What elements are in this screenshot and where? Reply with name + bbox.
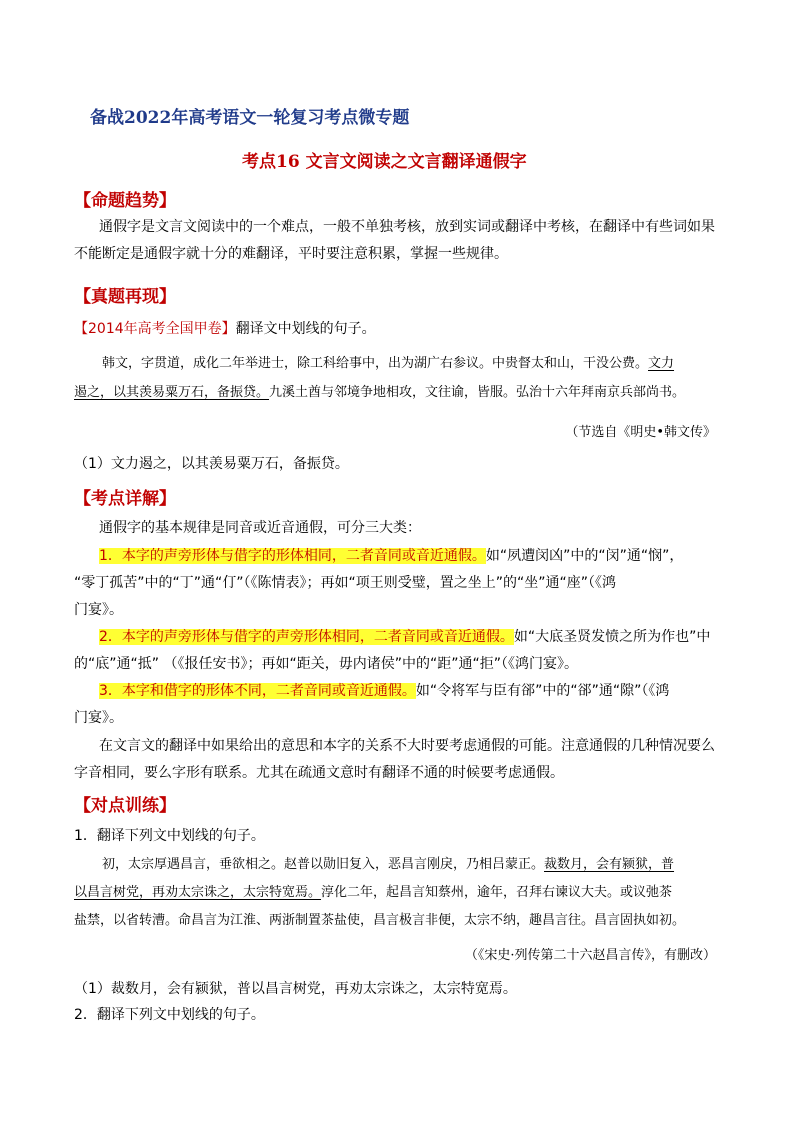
- exam-passage-text: 九溪土酋与邻境争地相攻，文往谕，皆服。弘治十六年拜南京兵部尚书。: [269, 385, 686, 400]
- explain-intro: 通假字的基本规律是同音或近音通假，可分三大类：: [99, 520, 421, 536]
- practice-passage-line2: [74, 879, 672, 906]
- practice-passage-text: 初，太宗厚遇昌言，垂欲相之。赵普以勋旧复入，恶昌言刚戾，乃相吕蒙正。: [102, 857, 545, 872]
- exam-passage-line2: [74, 379, 685, 406]
- practice-passage-source: （《宋史·列传第二十六赵昌言传》，有删改）: [464, 948, 716, 963]
- practice-passage-text: 淳化二年，起昌言知蔡州，逾年，召拜右谏议大夫。或议弛茶: [321, 885, 673, 900]
- rule-3-text: 如“令将军与臣有郤”中的“郤”通“隙”（《鸿: [415, 683, 670, 699]
- trend-text-line1: 通假字是文言文阅读中的一个难点，一般不单独考核，放到实词或翻译中考核，在翻译中有些词如果: [99, 219, 715, 235]
- exam-instruction: 翻译文中划线的句子。: [235, 321, 376, 337]
- practice-passage-underlined: 裁数月，会有颍狱，普: [544, 857, 675, 872]
- rule-2-text: 如“大底圣贤发愤之所为作也”中: [513, 629, 711, 645]
- rule-1-line2: “零丁孤苦”中的“丁”通“仃”（《陈情表》；再如“项王则受璧，置之坐上”的“坐”通“座”（《鸿: [74, 575, 617, 591]
- series-title: 备战2022年高考语文一轮复习考点微专题: [90, 108, 410, 128]
- exam-passage-underlined: 文力: [648, 356, 675, 371]
- rule-1-line3: 门宴》。: [74, 602, 123, 618]
- explain-summary-line2: 字音相同，要么字形有联系。尤其在疏通文意时有翻译不通的时候要考虑通假。: [74, 765, 564, 781]
- trend-text-line2: 不能断定是通假字就十分的难翻译，平时要注意积累，掌握一些规律。: [74, 246, 508, 262]
- practice-passage-underlined: 以昌言树党，再劝太宗诛之，太宗特宽焉。: [74, 885, 322, 900]
- exam-question-1: （1）文力遏之，以其羡易粟万石，备振贷。: [74, 456, 349, 472]
- rule-1-text: 如“夙遭闵凶”中的“闵”通“悯”，: [485, 548, 684, 564]
- exam-instruction-line: [74, 316, 376, 343]
- exam-passage-underlined: 遏之，以其羡易粟万石，备振贷。: [74, 385, 270, 400]
- rule-2-line1: [99, 624, 710, 651]
- rule-3-highlight: 3．本字和借字的形体不同，二者音同或音近通假。: [99, 683, 416, 699]
- section-heading-real-exam: 【真题再现】: [74, 287, 176, 307]
- exam-passage-line1: [102, 350, 674, 377]
- rule-1-line1: [99, 543, 683, 570]
- topic-title: 考点16 文言文阅读之文言翻译通假字: [242, 152, 527, 172]
- practice-q1-label: 1．翻译下列文中划线的句子。: [74, 828, 265, 844]
- practice-answer-line-1: （1）裁数月，会有颍狱，普以昌言树党，再劝太宗诛之，太宗特宽焉。: [74, 981, 517, 997]
- practice-q2-label: 2．翻译下列文中划线的句子。: [74, 1007, 265, 1023]
- rule-2-highlight: 2．本字的声旁形体与借字的声旁形体相同，二者音同或音近通假。: [99, 629, 514, 645]
- section-heading-trend: 【命题趋势】: [74, 191, 176, 211]
- rule-1-highlight: 1．本字的声旁形体与借字的形体相同，二者音同或音近通假。: [99, 548, 486, 564]
- exam-passage-source: （节选自《明史•韩文传》: [565, 425, 716, 440]
- exam-passage-text: 韩文，字贯道，成化二年举进士，除工科给事中，出为湖广右参议。中贵督太和山，干没公费。: [102, 356, 649, 371]
- rule-3-line1: [99, 678, 669, 705]
- explain-summary-line1: 在文言文的翻译中如果给出的意思和本字的关系不大时要考虑通假的可能。注意通假的几种情况要么: [99, 738, 715, 754]
- section-heading-practice: 【对点训练】: [74, 796, 176, 816]
- practice-passage-line3: 盐禁，以省转漕。命昌言为江淮、两浙制置茶盐使，昌言极言非便，太宗不纳，趣昌言往。昌言固执如初。: [74, 913, 686, 928]
- practice-passage-line1: [102, 851, 674, 878]
- exam-source-tag: 【2014年高考全国甲卷】: [74, 321, 236, 337]
- rule-2-line2: 的“底”通“抵” （《报任安书》；再如“距关，毋内诸侯”中的“距”通“拒”（《鸿门宴》。: [74, 656, 578, 672]
- rule-3-line2: 门宴》。: [74, 710, 123, 726]
- section-heading-explain: 【考点详解】: [74, 489, 176, 509]
